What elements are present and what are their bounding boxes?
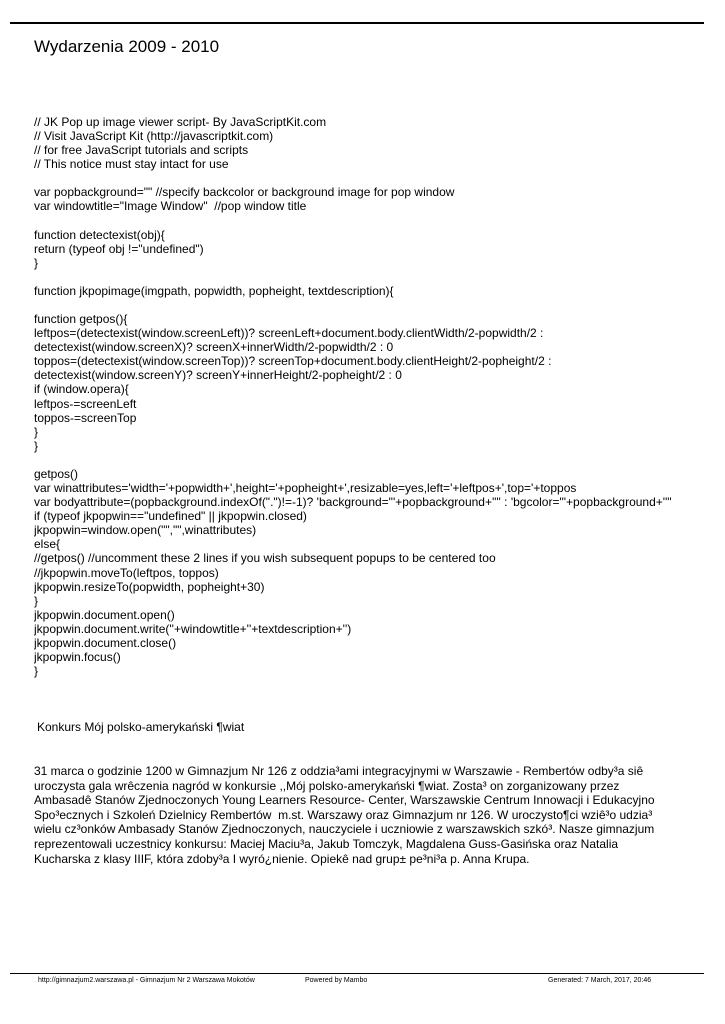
code-line: else{ [34,537,61,552]
article-line: Kucharska z klasy IIIF, która zdoby³a I wyró¿nienie. Opiekê nad grup± pe³ni³a p. Anna Krupa. [34,851,530,866]
article-line: reprezentowali uczestnicy konkursu: Maciej Maciu³a, Jakub Tomczyk, Magdalena Guss-Gasińska oraz Natalia [34,836,619,851]
code-line: getpos() [34,466,79,481]
code-line: } [34,438,39,453]
code-line: jkpopwin.resizeTo(popwidth, popheight+30) [34,579,265,594]
code-line: detectexist(window.screenX)? screenX+innerWidth/2-popwidth/2 : 0 [34,340,394,355]
code-line: var winattributes='width='+popwidth+',height='+popheight+',resizable=yes,left='+leftpos+',top='+toppos [34,481,577,496]
script-code-block [34,115,714,678]
code-line: var bodyattribute=(popbackground.indexOf(".")!=-1)? 'background="'+popbackground+'"' : 'bgcolor="'+popbackground+'"' [34,495,672,510]
page-title: Wydarzenia 2009 - 2010 [34,37,220,56]
code-line: toppos=(detectexist(window.screenTop))? screenTop+document.body.clientHeight/2-popheight/2 : [34,354,552,369]
code-line: return (typeof obj !="undefined") [34,241,204,256]
code-line: jkpopwin=window.open("","",winattributes) [34,523,257,538]
article-heading: Konkurs Mój polsko-amerykański ¶wiat [37,720,245,734]
code-line: } [34,424,39,439]
code-line: jkpopwin.document.open() [34,607,175,622]
code-line: function jkpopimage(imgpath, popwidth, popheight, textdescription){ [34,283,394,298]
code-line: // This notice must stay intact for use [34,157,229,172]
code-line: // Visit JavaScript Kit (http://javascriptkit.com) [34,129,274,144]
code-line: jkpopwin.document.write(''+windowtitle+''+textdescription+'') [34,621,352,636]
article-line: wielu cz³onków Ambasady Stanów Zjednoczonych, nauczyciele i uczniowie z warszawskich szkó³. Nasze gimnazjum [34,822,655,837]
top-divider [10,22,704,24]
code-line: // for free JavaScript tutorials and scripts [34,143,249,158]
footer-site-link[interactable]: http://gimnazjum2.warszawa.pl - Gimnazjum Nr 2 Warszawa Mokotów [38,977,255,984]
code-line: toppos-=screenTop [34,410,137,425]
code-line: leftpos-=screenLeft [34,396,137,411]
code-line: function detectexist(obj){ [34,227,165,242]
footer-powered-by: Powered by Mambo [305,977,368,984]
code-line: // JK Pop up image viewer script- By JavaScriptKit.com [34,115,327,129]
footer-generated-date: Generated: 7 March, 2017, 20:46 [548,977,652,984]
article-line: uroczysta gala wrêczenia nagród w konkursie ,,Mój polsko-amerykański ¶wiat. Zosta³ on zorganizowany przez [34,778,620,793]
code-line: } [34,255,39,270]
code-line: leftpos=(detectexist(window.screenLeft))? screenLeft+document.body.clientWidth/2-popwidth/2 : [34,326,544,341]
code-line: jkpopwin.focus() [34,649,121,664]
footer-divider [10,973,704,974]
code-line: var popbackground="" //specify backcolor or background image for pop window [34,185,455,200]
article-line: 31 marca o godzinie 1200 w Gimnazjum Nr 126 z oddzia³ami integracyjnymi w Warszawie - Rembertów odby³a siê [34,764,644,778]
code-line: detectexist(window.screenY)? screenY+innerHeight/2-popheight/2 : 0 [34,368,402,383]
code-line: //jkpopwin.moveTo(leftpos, toppos) [34,565,219,580]
code-line: var windowtitle="Image Window" //pop window title [34,199,307,214]
article-line: Spo³ecznych i Szkoleń Dzielnicy Rembertów m.st. Warszawy oraz Gimnazjum nr 126. W uroczysto¶ci wziê³o udzia³ [34,807,653,822]
code-line: if (window.opera){ [34,382,129,397]
code-line: jkpopwin.document.close() [34,635,177,650]
code-line: if (typeof jkpopwin=="undefined" || jkpopwin.closed) [34,509,307,524]
article-line: Ambasadê Stanów Zjednoczonych Young Learners Resource- Center, Warszawskie Centrum Innowacji i Edukacyjno [34,793,655,808]
article-body [34,764,714,866]
code-line [34,298,714,312]
code-line [34,453,714,467]
code-line [34,214,714,228]
code-line: } [34,664,39,679]
code-line: } [34,593,39,608]
code-line [34,171,714,185]
code-line [34,270,714,284]
code-line: //getpos() //uncomment these 2 lines if you wish subsequent popups to be centered too [34,551,496,566]
code-line: function getpos(){ [34,312,128,327]
